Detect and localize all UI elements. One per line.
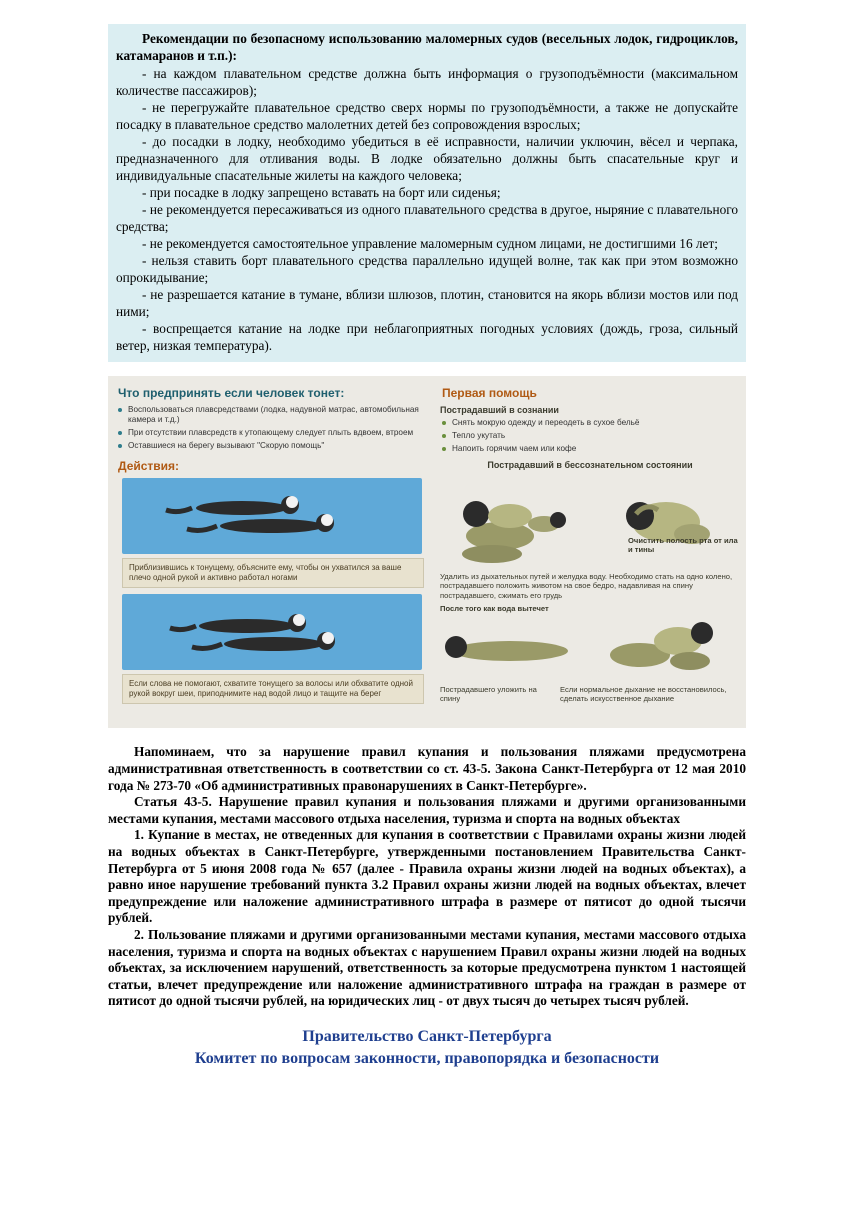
first-aid-svg-2 — [440, 615, 740, 685]
safety-poster-image — [108, 376, 746, 728]
first-aid-svg-1 — [440, 474, 740, 570]
legal-point-1: 1. Купание в местах, не отведенных для купания в соответствии с Правилами охраны жизни людей на водных объектах в Санкт-Петербурге, утвержденными постановлением Правительства Санкт-Петербурга от 5 июня 2008 года № 657 (далее - Правила охраны жизни людей на водных объектах), а равно иное нарушение требований пункта 3.2 Правил охраны жизни людей на водных объектах, влечет предупреждение или наложение административного штрафа в размере от пятисот до одной тысячи рублей. — [108, 827, 746, 926]
conscious-title: Пострадавший в сознании — [440, 405, 559, 416]
recommendation-item: - на каждом плавательном средстве должна быть информация о грузоподъёмности (максимальном количестве пассажиров); — [116, 66, 738, 99]
poster-caption-2: Если слова не помогают, схватите тонущего за волосы или обхватите одной рукой вокруг шеи, приподнимите над водой лицо и тащите на берег — [122, 674, 424, 704]
caption-lay-on-back: Пострадавшего уложить на спину — [440, 684, 537, 703]
conscious-bullet: Тепло укутать — [440, 431, 740, 441]
caption-artificial-breath: Если нормальное дыхание не восстановилось, сделать искусственное дыхание — [560, 684, 727, 703]
unconscious-title: Пострадавший в бессознательном состоянии — [487, 460, 693, 471]
caption-remove-water: Удалить из дыхательных путей и желудка воду. Необходимо стать на одно колено, пострадавшего положить животом на свое бедро, надавливая на спину пострадавшего, сжимать его грудь — [440, 572, 733, 600]
poster-right-column — [440, 382, 740, 703]
document-footer — [108, 1026, 746, 1069]
swimmers-illustration-2 — [122, 594, 422, 670]
first-aid-illustration-1 — [440, 474, 740, 570]
poster-right-heading: Первая помощь — [442, 386, 537, 401]
recommendation-item: - не разрешается катание в тумане, вблизи шлюзов, плотин, становится на якорь вблизи мостов или под ними; — [116, 287, 738, 320]
swimmers-svg-2 — [122, 594, 422, 670]
footer-line-2: Комитет по вопросам законности, правопорядка и безопасности — [194, 1049, 660, 1067]
legal-article: Статья 43-5. Нарушение правил купания и пользования пляжами и другими организованными местами купания, местами массового отдыха населения, туризма и спорта на водных объектах — [108, 794, 746, 826]
caption-clear-mouth: Очистить полость рта от ила и тины — [628, 536, 738, 555]
poster-left-bullet: При отсутствии плавсредств к утопающему следует плыть вдвоем, втроем — [116, 428, 432, 438]
conscious-bullet: Снять мокрую одежду и переодеть в сухое бельё — [440, 418, 740, 428]
footer-line-1: Правительство Санкт-Петербурга — [302, 1028, 552, 1046]
first-aid-illustration-2 — [440, 615, 740, 685]
poster-left-bullet: Воспользоваться плавсредствами (лодка, надувной матрас, автомобильная камера и т.д.) — [116, 405, 432, 425]
caption-after-water: После того как вода вытечет — [440, 603, 549, 613]
recommendation-item: - нельзя ставить борт плавательного средства параллельно идущей волне, так как при этом возможно опрокидывание; — [116, 253, 738, 286]
recommendations-title: Рекомендации по безопасному использованию маломерных судов (весельных лодок, гидроциклов, катамаранов и т.п.): — [116, 31, 738, 64]
recommendation-item: - до посадки в лодку, необходимо убедиться в её исправности, наличии уключин, вёсел и черпака, предназначенного для отливания воды. В лодке обязательно должны быть спасательные круг и индивидуальные спасательные жилеты на каждого человека; — [116, 134, 738, 184]
legal-section — [108, 744, 746, 1010]
poster-caption-1: Приблизившись к тонущему, объясните ему, чтобы он ухватился за вашe плечо одной рукой и активно работал ногами — [122, 558, 424, 588]
conscious-bullet: Напоить горячим чаем или кофе — [440, 444, 740, 454]
legal-point-2: 2. Пользование пляжами и другими организованными местами купания, местами массового отдыха населения, туризма и спорта на водных объектах с нарушением Правил охраны жизни людей на водных объектах, за исключением нарушений, ответственность за которые предусмотрена пунктом 1 настоящей статьи, влечет предупреждение или наложение административного штрафа на граждан в размере от пятисот до одной тысячи рублей, на юридических лиц - от двух тысяч до четырех тысяч рублей. — [108, 927, 746, 1009]
poster-left-bullet: Оставшиеся на берегу вызывают "Скорую помощь" — [116, 441, 432, 451]
recommendation-item: - не рекомендуется самостоятельное управление маломерным судном лицами, не достигшими 16 лет; — [142, 236, 718, 252]
recommendation-item: - при посадке в лодку запрещено вставать на борт или сиденья; — [142, 185, 501, 201]
swimmers-svg-1 — [122, 478, 422, 554]
recommendations-block — [108, 24, 746, 362]
swimmers-illustration-1 — [122, 478, 422, 554]
recommendation-item: - воспрещается катание на лодке при неблагоприятных погодных условиях (дождь, гроза, сильный ветер, низкая температура). — [116, 321, 738, 354]
recommendation-item: - не рекомендуется пересаживаться из одного плавательного средства в другое, ныряние с плавательного средства; — [116, 202, 738, 235]
poster-actions-heading: Действия: — [118, 459, 180, 474]
recommendation-item: - не перегружайте плавательное средство сверх нормы по грузоподъёмности, а также не допускайте посадку в плавательное средство малолетних детей без сопровождения взрослых; — [116, 100, 738, 133]
poster-left-heading: Что предпринять если человек тонет: — [118, 386, 345, 401]
poster-left-column — [116, 382, 432, 704]
legal-reminder: Напоминаем, что за нарушение правил купания и пользования пляжами предусмотрена административная ответственность в соответствии со ст. 43-5. Закона Санкт-Петербурга от 12 мая 2010 года № 273-70 «Об административных правонарушениях в Санкт-Петербурге». — [108, 744, 746, 793]
